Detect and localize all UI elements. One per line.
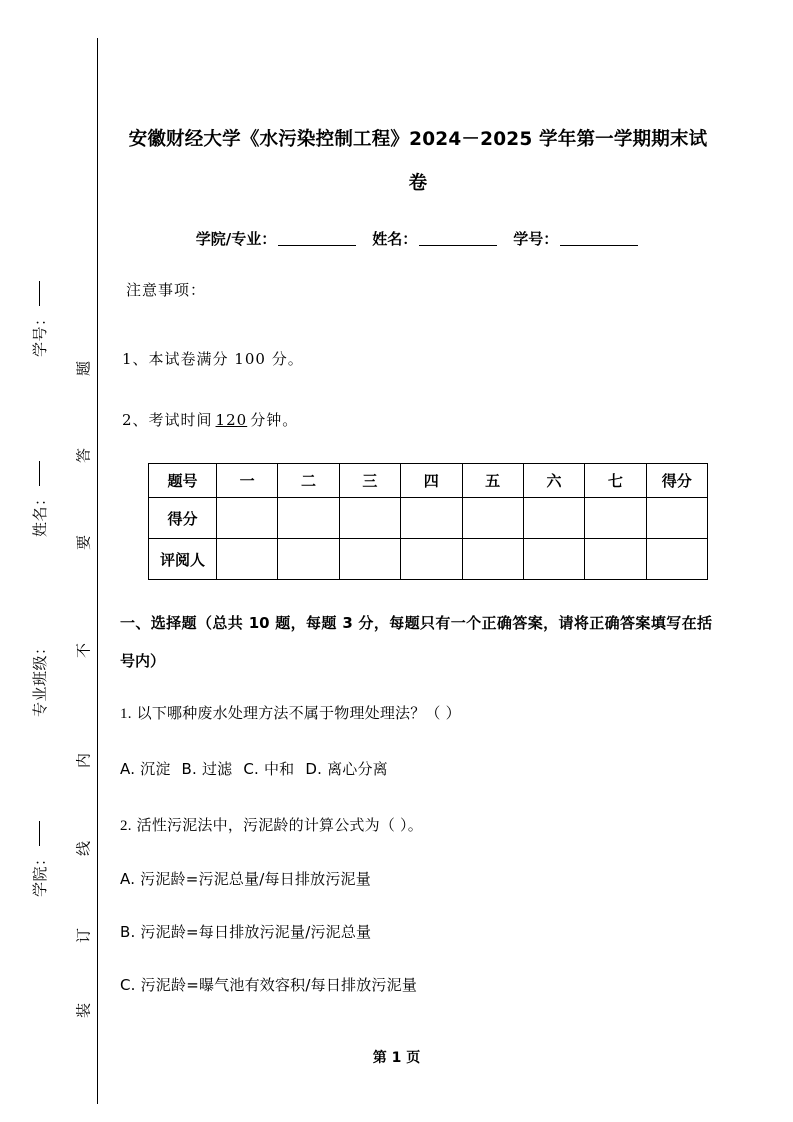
binding-field-label: 姓名： bbox=[30, 490, 49, 537]
score-cell[interactable] bbox=[585, 498, 646, 539]
score-cell[interactable] bbox=[278, 498, 339, 539]
score-table-header-cell: 二 bbox=[278, 464, 339, 498]
reviewer-cell[interactable] bbox=[523, 539, 584, 580]
table-row bbox=[149, 498, 708, 539]
reviewer-row-label: 评阅人 bbox=[149, 539, 217, 580]
score-cell[interactable] bbox=[339, 498, 400, 539]
binding-field-label: 学号： bbox=[30, 310, 49, 357]
score-cell[interactable] bbox=[462, 498, 523, 539]
notice-item-duration bbox=[122, 409, 298, 430]
question-number: 2. bbox=[120, 818, 132, 834]
score-table-header-cell: 一 bbox=[217, 464, 278, 498]
notice-item-total-score: 1、本试卷满分 100 分。 bbox=[122, 350, 304, 368]
department-major-field[interactable] bbox=[278, 231, 356, 246]
score-table-header-cell: 七 bbox=[585, 464, 646, 498]
binding-field-label: 专业班级： bbox=[30, 639, 49, 717]
option-b[interactable]: B. 过滤 bbox=[181, 760, 233, 778]
seal-line-char: 内 bbox=[74, 753, 93, 769]
notice-heading: 注意事项： bbox=[126, 281, 207, 299]
binding-field-name bbox=[0, 459, 145, 537]
score-table-header-cell: 题号 bbox=[149, 464, 217, 498]
page-footer: 第 1 页 bbox=[372, 1050, 421, 1066]
binding-field-fill-rule bbox=[39, 461, 40, 486]
score-table-header-cell: 得分 bbox=[646, 464, 707, 498]
reviewer-cell[interactable] bbox=[278, 539, 339, 580]
reviewer-cell[interactable] bbox=[585, 539, 646, 580]
question-1-options bbox=[120, 758, 712, 779]
question-text: 活性污泥法中，污泥龄的计算公式为（ ）。 bbox=[136, 816, 423, 834]
question-text: 以下哪种废水处理方法不属于物理处理法？（ ） bbox=[136, 704, 461, 722]
notice-duration-value: 120 bbox=[215, 411, 248, 429]
score-table-header-cell: 六 bbox=[523, 464, 584, 498]
student-info-line bbox=[124, 228, 712, 249]
binding-field-fill-rule bbox=[39, 281, 40, 306]
notice-duration-prefix: 2、考试时间 bbox=[122, 411, 213, 429]
reviewer-cell[interactable] bbox=[217, 539, 278, 580]
score-table-header-cell: 三 bbox=[339, 464, 400, 498]
table-row bbox=[149, 539, 708, 580]
question-2-option-a[interactable]: A. 污泥龄=污泥总量/每日排放污泥量 bbox=[120, 870, 371, 888]
question-2-stem bbox=[120, 814, 712, 835]
student-id-field[interactable] bbox=[560, 231, 638, 246]
score-row-label: 得分 bbox=[149, 498, 217, 539]
reviewer-cell[interactable] bbox=[339, 539, 400, 580]
reviewer-cell[interactable] bbox=[646, 539, 707, 580]
student-id-label: 学号： bbox=[513, 230, 559, 248]
binding-field-label: 学院： bbox=[30, 850, 49, 897]
question-2-option-b[interactable]: B. 污泥龄=每日排放污泥量/污泥总量 bbox=[120, 923, 372, 941]
score-table-header-cell: 五 bbox=[462, 464, 523, 498]
seal-line-char: 答 bbox=[74, 448, 93, 464]
binding-field-fill-rule bbox=[39, 821, 40, 846]
reviewer-cell[interactable] bbox=[462, 539, 523, 580]
binding-vertical-rule bbox=[97, 38, 98, 1104]
question-2-option-c[interactable]: C. 污泥龄=曝气池有效容积/每日排放污泥量 bbox=[120, 976, 418, 994]
seal-line-char: 要 bbox=[74, 535, 93, 551]
binding-field-student-id bbox=[0, 279, 145, 357]
score-cell[interactable] bbox=[523, 498, 584, 539]
score-table bbox=[148, 463, 708, 580]
table-row-header bbox=[149, 464, 708, 498]
score-cell[interactable] bbox=[646, 498, 707, 539]
seal-line-char: 订 bbox=[74, 928, 93, 944]
notice-duration-suffix: 分钟。 bbox=[250, 411, 299, 429]
score-cell[interactable] bbox=[401, 498, 462, 539]
question-number: 1. bbox=[120, 706, 132, 722]
option-c[interactable]: C. 中和 bbox=[243, 760, 295, 778]
section-heading-choice: 一、选择题（总共 10 题，每题 3 分，每题只有一个正确答案，请将正确答案填写在括号内） bbox=[120, 614, 712, 670]
seal-line-char: 题 bbox=[74, 361, 93, 377]
department-major-label: 学院/专业： bbox=[195, 230, 277, 248]
page-title: 安徽财经大学《水污染控制工程》2024－2025 学年第一学期期末试卷 bbox=[128, 129, 708, 194]
option-d[interactable]: D. 离心分离 bbox=[305, 760, 388, 778]
name-label: 姓名： bbox=[372, 230, 418, 248]
score-table-header-cell: 四 bbox=[401, 464, 462, 498]
seal-line-char: 装 bbox=[74, 1003, 93, 1019]
name-field[interactable] bbox=[419, 231, 497, 246]
reviewer-cell[interactable] bbox=[401, 539, 462, 580]
seal-line-char: 不 bbox=[74, 643, 93, 659]
question-1-stem bbox=[120, 702, 712, 723]
seal-line-char: 线 bbox=[74, 841, 93, 857]
binding-margin bbox=[0, 0, 98, 1122]
score-cell[interactable] bbox=[217, 498, 278, 539]
option-a[interactable]: A. 沉淀 bbox=[120, 760, 171, 778]
